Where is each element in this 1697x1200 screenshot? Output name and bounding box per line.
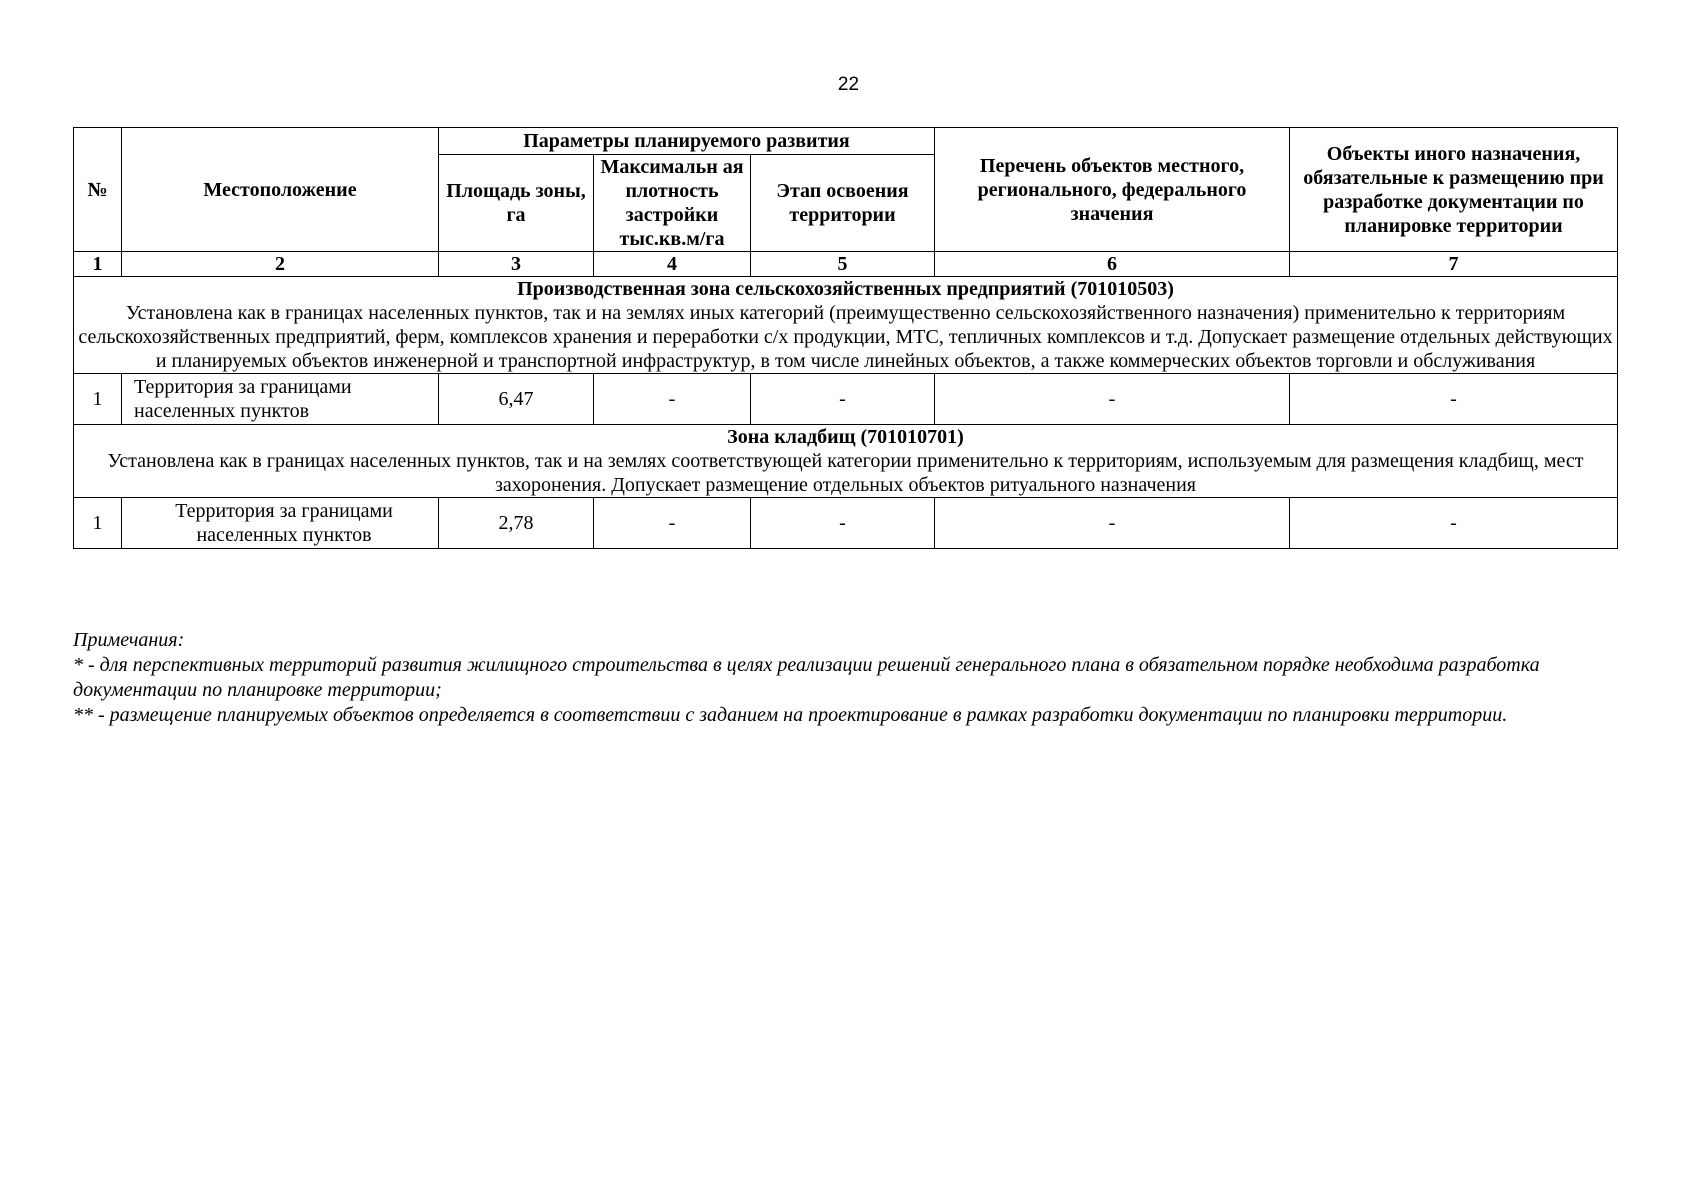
notes-section bbox=[73, 628, 1623, 728]
row-num: 1 bbox=[74, 498, 122, 549]
zone-header-cell bbox=[74, 277, 1618, 374]
col-number-4: 4 bbox=[594, 252, 751, 277]
col-number-1: 1 bbox=[74, 252, 122, 277]
header-stage: Этап освоения территории bbox=[751, 155, 935, 252]
row-objects: - bbox=[935, 374, 1290, 425]
zone-header-row bbox=[74, 277, 1618, 374]
col-number-5: 5 bbox=[751, 252, 935, 277]
row-area: 2,78 bbox=[439, 498, 594, 549]
row-area: 6,47 bbox=[439, 374, 594, 425]
zone-header-row bbox=[74, 425, 1618, 498]
row-stage: - bbox=[751, 498, 935, 549]
row-stage: - bbox=[751, 374, 935, 425]
zone-title: Зона кладбищ (701010701) bbox=[727, 426, 964, 448]
column-number-row bbox=[74, 252, 1618, 277]
note-item: * - для перспективных территорий развития жилищного строительства в целях реализации решений генерального плана в обязательном порядке необходима разработка документации по планировке территории; bbox=[73, 654, 1540, 701]
zone-header-cell bbox=[74, 425, 1618, 498]
row-other: - bbox=[1290, 498, 1618, 549]
notes-title: Примечания: bbox=[73, 629, 185, 651]
page-number: 22 bbox=[837, 74, 860, 95]
header-location: Местоположение bbox=[122, 128, 439, 252]
row-density: - bbox=[594, 374, 751, 425]
header-num: № bbox=[74, 128, 122, 252]
header-area: Площадь зоны, га bbox=[439, 155, 594, 252]
header-other-objects: Объекты иного назначения, обязательные к размещению при разработке документации по планировке территории bbox=[1290, 128, 1618, 252]
header-objects-list: Перечень объектов местного, регионального, федерального значения bbox=[935, 128, 1290, 252]
zone-description: Установлена как в границах населенных пунктов, так и на землях соответствующей категории применительно к территориям, используемым для размещения кладбищ, мест захоронения. Допускает размещение отдельных объектов ритуального назначения bbox=[107, 450, 1584, 496]
row-other: - bbox=[1290, 374, 1618, 425]
row-location: Территория за границами населенных пунктов bbox=[122, 374, 439, 425]
row-density: - bbox=[594, 498, 751, 549]
row-num: 1 bbox=[74, 374, 122, 425]
row-objects: - bbox=[935, 498, 1290, 549]
zones-table bbox=[73, 127, 1618, 549]
note-item: ** - размещение планируемых объектов определяется в соответствии с заданием на проектирование в рамках разработки документации по планировки территории. bbox=[73, 704, 1508, 726]
col-number-3: 3 bbox=[439, 252, 594, 277]
header-density: Максимальн ая плотность застройки тыс.кв.м/га bbox=[594, 155, 751, 252]
header-params-group: Параметры планируемого развития bbox=[439, 128, 935, 155]
header-row-1 bbox=[74, 128, 1618, 155]
col-number-2: 2 bbox=[122, 252, 439, 277]
table-row bbox=[74, 374, 1618, 425]
zone-description: Установлена как в границах населенных пунктов, так и на землях иных категорий (преимущественно сельскохозяйственного назначения) применительно к территориям сельскохозяйственных предприятий, ферм, комплексов хранения и переработки с/х продукции, МТС, тепличных комплексов и т.д. Допускает размещение отдельных действующих и планируемых объектов инженерной и транспортной инфраструктур, в том числе линейных объектов, а также коммерческих объектов торговли и обслуживания bbox=[78, 302, 1613, 372]
table-row bbox=[74, 498, 1618, 549]
zone-title: Производственная зона сельскохозяйственных предприятий (701010503) bbox=[517, 278, 1174, 300]
col-number-6: 6 bbox=[935, 252, 1290, 277]
col-number-7: 7 bbox=[1290, 252, 1618, 277]
row-location: Территория за границами населенных пунктов bbox=[122, 498, 439, 549]
